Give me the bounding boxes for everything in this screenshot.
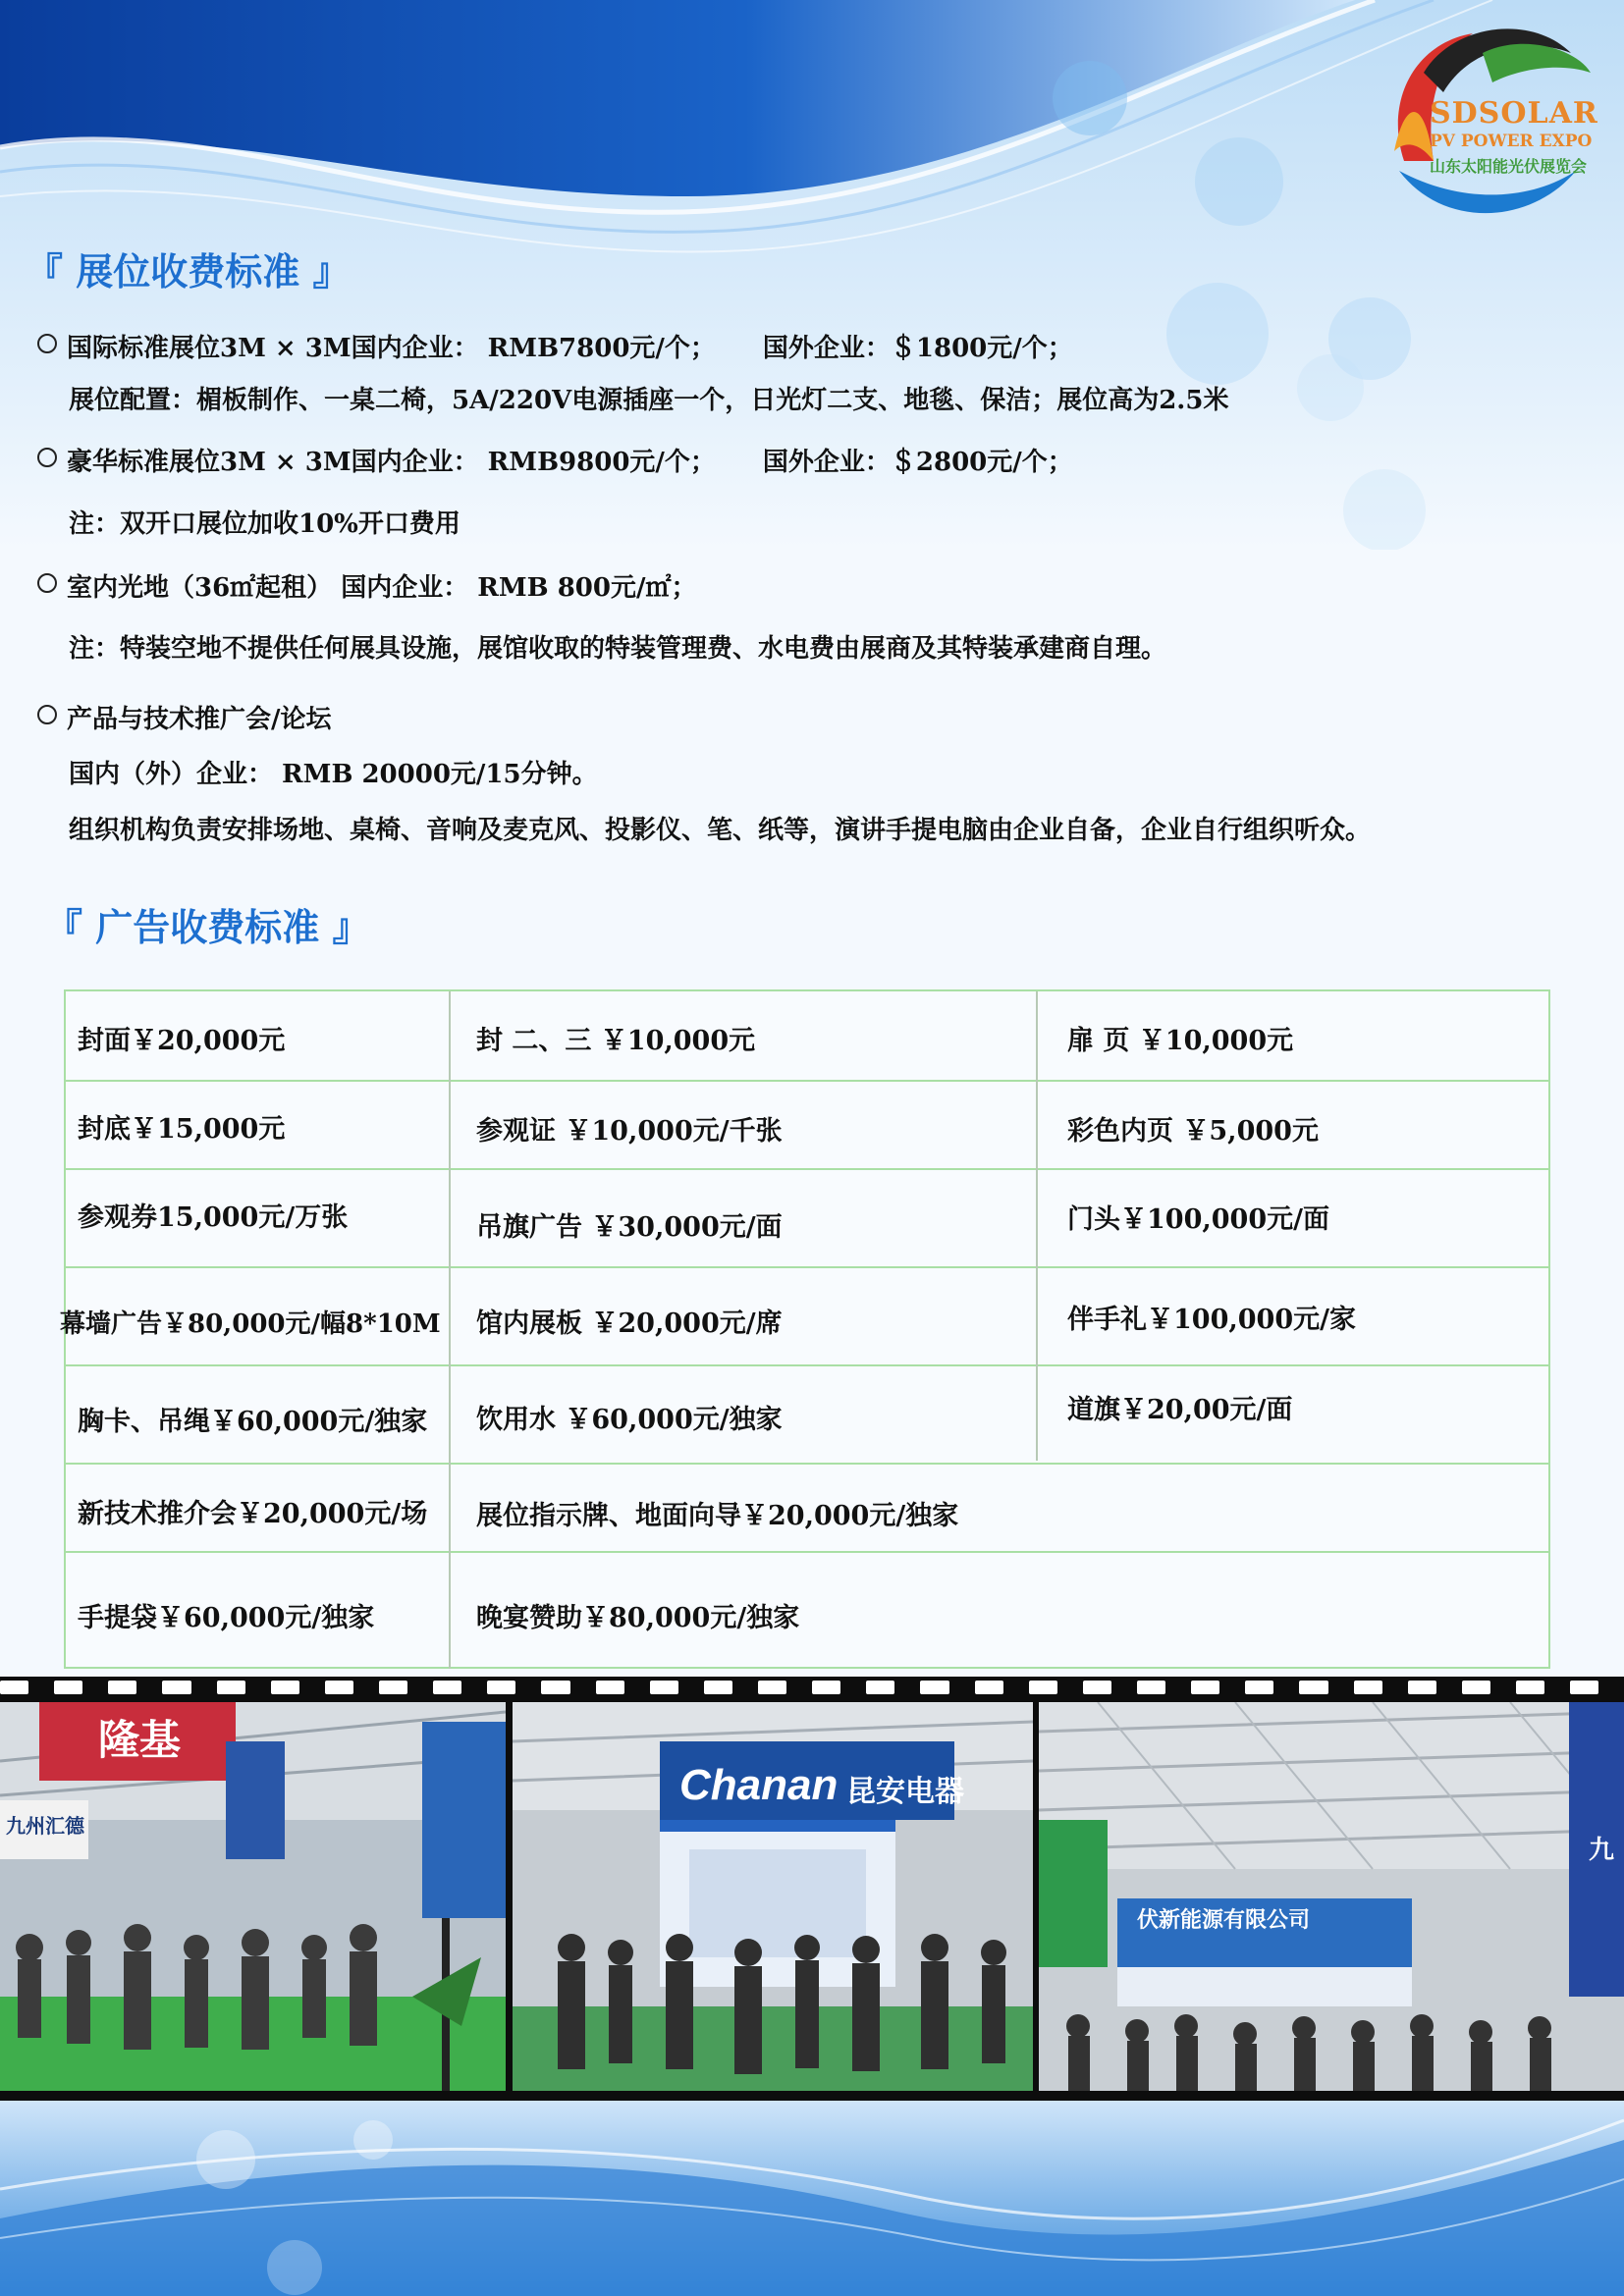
- booth-section-title: 『 展位收费标准 』: [26, 249, 351, 294]
- ad-cell: 伴手礼￥100,000元/家: [1067, 1305, 1356, 1335]
- booth-item-standard: [37, 328, 1073, 364]
- booth-item-main: 产品与技术推广会/论坛: [67, 705, 332, 734]
- ad-cell: 扉 页 ￥10,000元: [1067, 1026, 1294, 1056]
- logo-subtitle-en: PV POWER EXPO: [1430, 132, 1593, 151]
- ad-price-table: [60, 989, 1550, 1669]
- circle-bullet-icon: [37, 334, 57, 353]
- expo-photo-1: [0, 1702, 506, 2091]
- booth-item-foreign: 国外企业：＄2800元/个；: [762, 448, 1073, 477]
- ad-cell: 封底￥15,000元: [78, 1114, 286, 1145]
- ads-section-title: 『 广告收费标准 』: [45, 905, 370, 949]
- photo-3-sign-2: 九: [1589, 1835, 1615, 1864]
- booth-item-note: 注：双开口展位加收10%开口费用: [69, 509, 460, 539]
- ad-cell: 晚宴赞助￥80,000元/独家: [476, 1603, 800, 1633]
- ad-cell: 吊旗广告 ￥30,000元/面: [476, 1212, 783, 1243]
- ad-cell: 门头￥100,000元/面: [1067, 1204, 1329, 1235]
- booth-item-main: 豪华标准展位3M × 3M国内企业： RMB9800元/个；: [67, 448, 716, 477]
- ad-cell: 新技术推介会￥20,000元/场: [78, 1499, 428, 1529]
- booth-item-foreign: 国外企业：＄1800元/个；: [762, 334, 1073, 363]
- expo-photo-3: [1039, 1702, 1624, 2091]
- table-rule: [66, 1080, 1548, 1082]
- ad-cell: 手提袋￥60,000元/独家: [78, 1603, 375, 1633]
- photo-1-sign: 隆基: [98, 1717, 182, 1763]
- table-rule: [449, 991, 451, 1669]
- booth-item-note: 国内（外）企业： RMB 20000元/15分钟。: [69, 760, 598, 789]
- booth-item-note: 展位配置：楣板制作、一桌二椅，5A/220V电源插座一个，日光灯二支、地毯、保洁；展位高为2.5米: [69, 386, 1229, 415]
- circle-bullet-icon: [37, 448, 57, 467]
- ad-cell: 彩色内页 ￥5,000元: [1067, 1116, 1319, 1147]
- photo-2-sign-cn: 昆安电器: [846, 1776, 964, 1808]
- booth-item-note: 组织机构负责安排场地、桌椅、音响及麦克风、投影仪、笔、纸等，演讲手提电脑由企业自备，企业自行组织听众。: [69, 816, 1372, 845]
- table-rule: [1036, 991, 1038, 1461]
- circle-bullet-icon: [37, 705, 57, 724]
- table-rule: [66, 1266, 1548, 1268]
- logo-subtitle-cn: 山东太阳能光伏展览会: [1430, 157, 1588, 176]
- photo-film-strip: [0, 1677, 1624, 2118]
- film-holes-top: [0, 1679, 1624, 1696]
- ad-cell: 饮用水 ￥60,000元/独家: [476, 1405, 783, 1435]
- booth-item-main: 国际标准展位3M × 3M国内企业： RMB7800元/个；: [67, 334, 716, 363]
- ad-cell: 幕墙广告￥80,000元/幅8*10M: [60, 1309, 441, 1339]
- ad-cell: 封面￥20,000元: [78, 1026, 286, 1056]
- booth-item-note: 注：特装空地不提供任何展具设施，展馆收取的特装管理费、水电费由展商及其特装承建商自理。: [69, 634, 1167, 664]
- table-rule: [66, 1551, 1548, 1553]
- bottom-wave-background: [0, 2101, 1624, 2296]
- expo-logo: [1365, 14, 1600, 230]
- ad-cell: 馆内展板 ￥20,000元/席: [476, 1308, 783, 1339]
- booth-item-forum: [37, 699, 332, 735]
- expo-photo-2: [513, 1702, 1033, 2091]
- ad-cell: 展位指示牌、地面向导￥20,000元/独家: [476, 1501, 959, 1531]
- table-rule: [66, 1463, 1548, 1465]
- booth-item-luxury: [37, 442, 1073, 478]
- photo-2-sign: Chanan: [679, 1761, 839, 1809]
- ad-cell: 参观证 ￥10,000元/千张: [476, 1116, 783, 1147]
- logo-brand-text: SDSOLAR: [1430, 96, 1598, 131]
- table-rule: [66, 1168, 1548, 1170]
- booth-item-main: 室内光地（36㎡起租） 国内企业： RMB 800元/㎡；: [67, 573, 697, 603]
- booth-item-raw-space: [37, 567, 696, 604]
- photo-1-sign-2: 九州汇德: [6, 1816, 84, 1838]
- ad-cell: 参观券15,000元/万张: [78, 1202, 349, 1233]
- ad-cell: 道旗￥20,00元/面: [1067, 1395, 1293, 1425]
- photo-3-sign: 伏新能源有限公司: [1137, 1907, 1311, 1932]
- ad-cell: 封 二、三 ￥10,000元: [476, 1026, 756, 1056]
- table-rule: [66, 1364, 1548, 1366]
- circle-bullet-icon: [37, 573, 57, 593]
- ad-cell: 胸卡、吊绳￥60,000元/独家: [78, 1407, 428, 1437]
